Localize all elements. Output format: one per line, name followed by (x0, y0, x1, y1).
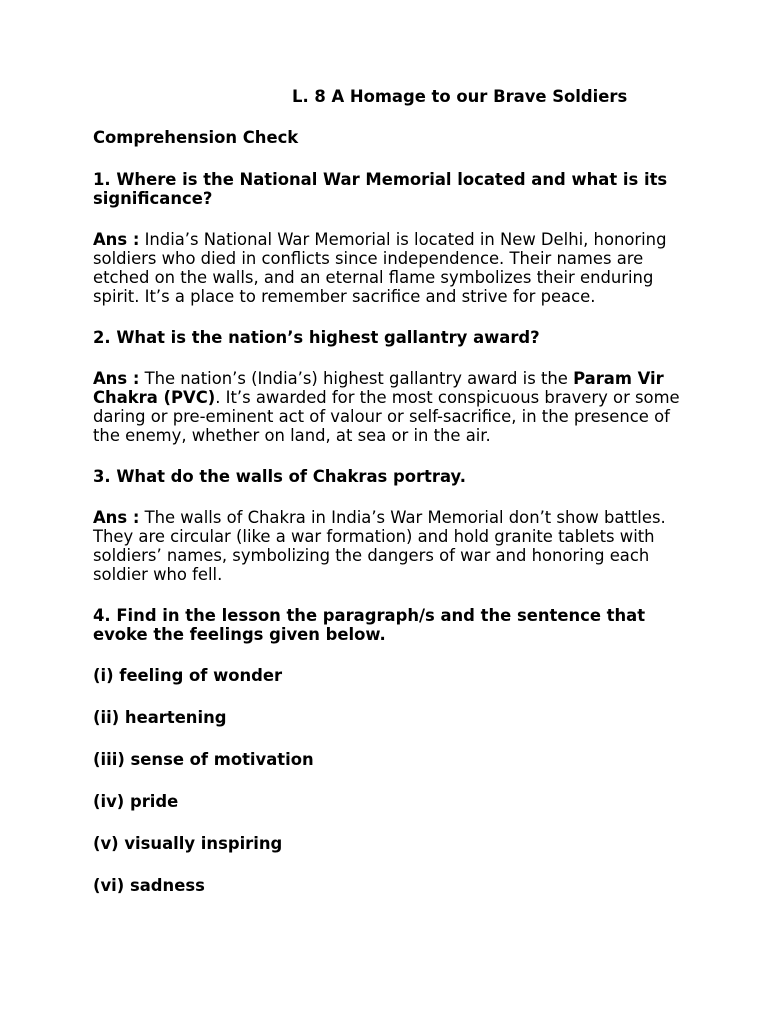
question-4: 4. Find in the lesson the paragraph/s and the sentence that evoke the feelings given below. (93, 606, 646, 644)
answer-highlight: Param Vir Chakra (PVC) (93, 369, 664, 407)
document-title: L. 8 A Homage to our Brave Soldiers (292, 87, 628, 106)
question-3: 3. What do the walls of Chakras portray. (93, 467, 466, 486)
answer-text: India’s National War Memorial is located in New Delhi, honoring soldiers who died in conflicts since independence. Their names are etched on the walls, and an eternal flame symbolizes their enduring spirit. It’s a place to remember sacrifice and strive for peace. (93, 230, 667, 306)
answer-2 (93, 369, 683, 445)
answer-label: Ans : (93, 369, 140, 388)
section-heading: Comprehension Check (93, 128, 299, 147)
feeling-item: (ii) heartening (93, 708, 227, 727)
answer-1 (93, 230, 683, 306)
feeling-item: (i) feeling of wonder (93, 666, 283, 685)
answer-text: The nation’s (India’s) highest gallantry award is the (139, 369, 574, 388)
question-1: 1. Where is the National War Memorial located and what is its significance? (93, 170, 668, 208)
question-2: 2. What is the nation’s highest gallantry award? (93, 328, 540, 347)
answer-label: Ans : (93, 230, 140, 249)
feeling-item: (v) visually inspiring (93, 834, 283, 853)
answer-3 (93, 508, 683, 584)
feeling-item: (iii) sense of motivation (93, 750, 314, 769)
answer-text: . It’s awarded for the most conspicuous bravery or some daring or pre-eminent act of valour or self-sacrifice, in the presence of the enemy, whether on land, at sea or in the air. (93, 388, 680, 445)
feeling-item: (iv) pride (93, 792, 179, 811)
feeling-item: (vi) sadness (93, 876, 205, 895)
answer-label: Ans : (93, 508, 140, 527)
answer-text: The walls of Chakra in India’s War Memorial don’t show battles. They are circular (like a war formation) and hold granite tablets with soldiers’ names, symbolizing the dangers of war and honoring each soldier who fell. (93, 508, 666, 584)
document-page (93, 87, 683, 918)
